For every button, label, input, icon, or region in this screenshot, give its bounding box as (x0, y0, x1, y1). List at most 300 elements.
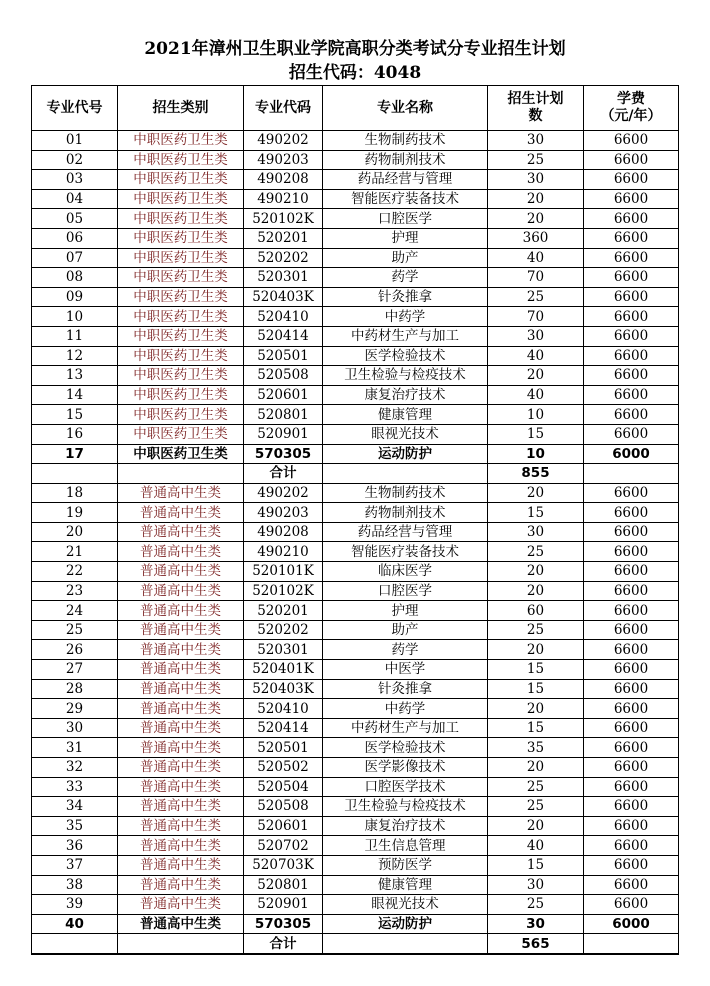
cell-plan-count: 20 (488, 209, 584, 229)
cell-fee: 6600 (584, 326, 679, 346)
table-row (32, 483, 679, 503)
cell-category: 普通高中生类 (118, 601, 244, 621)
cell-major-no: 15 (32, 405, 118, 425)
cell-fee: 6600 (584, 562, 679, 582)
cell-category: 普通高中生类 (118, 522, 244, 542)
cell-category: 中职医药卫生类 (118, 326, 244, 346)
header-major-name: 专业名称 (323, 86, 488, 131)
total-empty-cell (584, 464, 679, 484)
cell-fee: 6600 (584, 718, 679, 738)
cell-major-code: 490208 (244, 170, 323, 190)
cell-major-code: 520501 (244, 738, 323, 758)
cell-major-code: 520414 (244, 326, 323, 346)
cell-category: 普通高中生类 (118, 483, 244, 503)
header-major-code: 专业代码 (244, 86, 323, 131)
cell-major-no: 12 (32, 346, 118, 366)
cell-fee: 6600 (584, 542, 679, 562)
cell-major-no: 27 (32, 660, 118, 680)
table-row (32, 601, 679, 621)
cell-plan-count: 40 (488, 346, 584, 366)
table-row (32, 287, 679, 307)
cell-category: 中职医药卫生类 (118, 424, 244, 444)
total-label: 合计 (244, 934, 323, 954)
cell-category: 中职医药卫生类 (118, 444, 244, 464)
cell-major-name: 生物制药技术 (323, 483, 488, 503)
cell-plan-count: 25 (488, 150, 584, 170)
cell-major-name: 护理 (323, 228, 488, 248)
cell-category: 中职医药卫生类 (118, 366, 244, 386)
cell-major-code: 520202 (244, 620, 323, 640)
cell-major-name: 针灸推拿 (323, 679, 488, 699)
cell-fee: 6600 (584, 875, 679, 895)
cell-major-name: 药品经营与管理 (323, 522, 488, 542)
header-plan-count (488, 86, 584, 131)
cell-fee: 6600 (584, 895, 679, 915)
cell-major-name: 眼视光技术 (323, 424, 488, 444)
table-header-row (32, 86, 679, 131)
cell-major-no: 24 (32, 601, 118, 621)
cell-fee: 6600 (584, 483, 679, 503)
table-row (32, 503, 679, 523)
table-row (32, 385, 679, 405)
cell-major-no: 30 (32, 718, 118, 738)
table-row (32, 522, 679, 542)
total-empty-cell (584, 934, 679, 954)
cell-major-code: 490208 (244, 522, 323, 542)
cell-plan-count: 30 (488, 326, 584, 346)
cell-major-no: 40 (32, 914, 118, 934)
cell-category: 普通高中生类 (118, 679, 244, 699)
cell-fee: 6600 (584, 699, 679, 719)
cell-category: 普通高中生类 (118, 758, 244, 778)
cell-major-name: 卫生检验与检疫技术 (323, 797, 488, 817)
cell-major-no: 23 (32, 581, 118, 601)
cell-major-no: 20 (32, 522, 118, 542)
cell-major-name: 中医学 (323, 660, 488, 680)
table-row (32, 875, 679, 895)
cell-major-code: 520403K (244, 287, 323, 307)
cell-plan-count: 30 (488, 914, 584, 934)
cell-category: 普通高中生类 (118, 816, 244, 836)
cell-major-name: 智能医疗装备技术 (323, 189, 488, 209)
cell-plan-count: 25 (488, 895, 584, 915)
cell-major-name: 助产 (323, 620, 488, 640)
cell-fee: 6600 (584, 189, 679, 209)
cell-plan-count: 40 (488, 836, 584, 856)
total-empty-cell (32, 934, 118, 954)
cell-major-no: 05 (32, 209, 118, 229)
cell-category: 普通高中生类 (118, 581, 244, 601)
cell-fee: 6600 (584, 385, 679, 405)
enrollment-plan-table (31, 85, 679, 955)
cell-fee: 6600 (584, 777, 679, 797)
cell-major-no: 03 (32, 170, 118, 190)
cell-category: 中职医药卫生类 (118, 346, 244, 366)
table-row (32, 816, 679, 836)
table-row (32, 131, 679, 151)
total-empty-cell (118, 934, 244, 954)
cell-major-no: 19 (32, 503, 118, 523)
cell-major-code: 520801 (244, 405, 323, 425)
cell-major-code: 520301 (244, 640, 323, 660)
table-row (32, 660, 679, 680)
cell-fee: 6600 (584, 522, 679, 542)
table-row (32, 405, 679, 425)
cell-plan-count: 40 (488, 248, 584, 268)
cell-fee: 6600 (584, 307, 679, 327)
cell-fee: 6600 (584, 836, 679, 856)
cell-plan-count: 60 (488, 601, 584, 621)
header-category: 招生类别 (118, 86, 244, 131)
cell-major-name: 医学检验技术 (323, 738, 488, 758)
cell-major-no: 26 (32, 640, 118, 660)
cell-fee: 6600 (584, 816, 679, 836)
table-row (32, 366, 679, 386)
cell-major-name: 药学 (323, 268, 488, 288)
cell-fee: 6600 (584, 601, 679, 621)
cell-major-code: 570305 (244, 914, 323, 934)
cell-category: 中职医药卫生类 (118, 405, 244, 425)
cell-major-no: 04 (32, 189, 118, 209)
cell-fee: 6000 (584, 444, 679, 464)
cell-plan-count: 15 (488, 424, 584, 444)
cell-fee: 6600 (584, 758, 679, 778)
cell-plan-count: 20 (488, 189, 584, 209)
cell-fee: 6600 (584, 620, 679, 640)
cell-major-code: 520601 (244, 816, 323, 836)
cell-fee: 6600 (584, 855, 679, 875)
cell-fee: 6600 (584, 287, 679, 307)
cell-major-no: 02 (32, 150, 118, 170)
table-row (32, 718, 679, 738)
cell-major-name: 卫生信息管理 (323, 836, 488, 856)
total-empty-cell (323, 934, 488, 954)
cell-fee: 6600 (584, 131, 679, 151)
table-row (32, 797, 679, 817)
cell-category: 中职医药卫生类 (118, 189, 244, 209)
table-row (32, 836, 679, 856)
cell-fee: 6600 (584, 170, 679, 190)
cell-major-no: 10 (32, 307, 118, 327)
cell-major-no: 36 (32, 836, 118, 856)
cell-fee: 6600 (584, 366, 679, 386)
table-row (32, 424, 679, 444)
cell-plan-count: 25 (488, 620, 584, 640)
cell-major-no: 38 (32, 875, 118, 895)
total-row (32, 934, 679, 954)
cell-major-no: 09 (32, 287, 118, 307)
cell-major-name: 中药材生产与加工 (323, 326, 488, 346)
header-plan-line1: 招生计划 (507, 91, 564, 107)
cell-major-name: 针灸推拿 (323, 287, 488, 307)
table-row (32, 209, 679, 229)
cell-major-code: 520508 (244, 797, 323, 817)
cell-fee: 6600 (584, 150, 679, 170)
cell-major-code: 520301 (244, 268, 323, 288)
cell-major-code: 520901 (244, 424, 323, 444)
cell-category: 普通高中生类 (118, 620, 244, 640)
cell-plan-count: 15 (488, 855, 584, 875)
total-empty-cell (32, 464, 118, 484)
cell-major-name: 助产 (323, 248, 488, 268)
cell-major-no: 11 (32, 326, 118, 346)
cell-plan-count: 15 (488, 679, 584, 699)
cell-major-no: 08 (32, 268, 118, 288)
cell-plan-count: 20 (488, 758, 584, 778)
cell-major-code: 490203 (244, 150, 323, 170)
header-fee-line1: 学费 (617, 91, 645, 107)
header-fee-line2: （元/年） (600, 108, 662, 124)
cell-fee: 6600 (584, 660, 679, 680)
cell-plan-count: 25 (488, 287, 584, 307)
cell-major-name: 药物制剂技术 (323, 503, 488, 523)
table-row (32, 150, 679, 170)
cell-major-no: 21 (32, 542, 118, 562)
cell-fee: 6600 (584, 640, 679, 660)
cell-major-name: 中药学 (323, 307, 488, 327)
cell-category: 中职医药卫生类 (118, 248, 244, 268)
cell-fee: 6000 (584, 914, 679, 934)
cell-fee: 6600 (584, 248, 679, 268)
cell-major-name: 临床医学 (323, 562, 488, 582)
cell-major-code: 520414 (244, 718, 323, 738)
cell-category: 中职医药卫生类 (118, 170, 244, 190)
cell-plan-count: 25 (488, 542, 584, 562)
cell-category: 中职医药卫生类 (118, 228, 244, 248)
cell-fee: 6600 (584, 581, 679, 601)
cell-major-code: 520801 (244, 875, 323, 895)
cell-major-no: 22 (32, 562, 118, 582)
cell-plan-count: 30 (488, 170, 584, 190)
table-row (32, 895, 679, 915)
cell-major-name: 口腔医学 (323, 581, 488, 601)
cell-category: 普通高中生类 (118, 660, 244, 680)
cell-fee: 6600 (584, 268, 679, 288)
cell-plan-count: 15 (488, 660, 584, 680)
cell-category: 普通高中生类 (118, 542, 244, 562)
cell-fee: 6600 (584, 679, 679, 699)
cell-major-no: 16 (32, 424, 118, 444)
cell-major-no: 33 (32, 777, 118, 797)
table-row (32, 620, 679, 640)
cell-major-code: 520504 (244, 777, 323, 797)
cell-category: 中职医药卫生类 (118, 268, 244, 288)
cell-major-no: 35 (32, 816, 118, 836)
cell-major-no: 13 (32, 366, 118, 386)
table-row (32, 307, 679, 327)
cell-category: 普通高中生类 (118, 895, 244, 915)
cell-plan-count: 10 (488, 444, 584, 464)
cell-major-name: 药学 (323, 640, 488, 660)
cell-category: 普通高中生类 (118, 777, 244, 797)
cell-fee: 6600 (584, 424, 679, 444)
table-row (32, 562, 679, 582)
cell-category: 中职医药卫生类 (118, 385, 244, 405)
cell-major-no: 18 (32, 483, 118, 503)
cell-plan-count: 35 (488, 738, 584, 758)
cell-category: 普通高中生类 (118, 640, 244, 660)
cell-major-no: 01 (32, 131, 118, 151)
header-fee (584, 86, 679, 131)
total-value: 565 (488, 934, 584, 954)
cell-major-code: 520401K (244, 660, 323, 680)
cell-category: 普通高中生类 (118, 855, 244, 875)
table-row (32, 326, 679, 346)
cell-major-no: 17 (32, 444, 118, 464)
cell-major-code: 520508 (244, 366, 323, 386)
cell-major-name: 医学影像技术 (323, 758, 488, 778)
cell-plan-count: 25 (488, 777, 584, 797)
cell-major-name: 生物制药技术 (323, 131, 488, 151)
cell-major-code: 520703K (244, 855, 323, 875)
cell-fee: 6600 (584, 405, 679, 425)
cell-major-code: 520102K (244, 209, 323, 229)
table-row (32, 189, 679, 209)
cell-category: 普通高中生类 (118, 875, 244, 895)
cell-major-name: 药品经营与管理 (323, 170, 488, 190)
cell-major-name: 医学检验技术 (323, 346, 488, 366)
cell-major-code: 520501 (244, 346, 323, 366)
cell-major-no: 06 (32, 228, 118, 248)
cell-major-name: 中药学 (323, 699, 488, 719)
table-row (32, 170, 679, 190)
cell-fee: 6600 (584, 738, 679, 758)
cell-major-name: 康复治疗技术 (323, 816, 488, 836)
cell-major-code: 490203 (244, 503, 323, 523)
cell-plan-count: 40 (488, 385, 584, 405)
cell-plan-count: 10 (488, 405, 584, 425)
cell-major-code: 490202 (244, 131, 323, 151)
cell-category: 普通高中生类 (118, 562, 244, 582)
cell-category: 普通高中生类 (118, 797, 244, 817)
cell-category: 中职医药卫生类 (118, 131, 244, 151)
cell-fee: 6600 (584, 228, 679, 248)
table-row (32, 268, 679, 288)
cell-plan-count: 360 (488, 228, 584, 248)
cell-plan-count: 70 (488, 307, 584, 327)
table-row (32, 228, 679, 248)
cell-category: 普通高中生类 (118, 503, 244, 523)
table-row (32, 640, 679, 660)
cell-major-code: 520102K (244, 581, 323, 601)
cell-category: 普通高中生类 (118, 836, 244, 856)
cell-major-no: 32 (32, 758, 118, 778)
cell-major-no: 25 (32, 620, 118, 640)
cell-category: 中职医药卫生类 (118, 287, 244, 307)
cell-plan-count: 15 (488, 503, 584, 523)
enrollment-code: 招生代码：4048 (288, 63, 422, 83)
cell-plan-count: 70 (488, 268, 584, 288)
cell-fee: 6600 (584, 346, 679, 366)
cell-major-code: 490210 (244, 542, 323, 562)
table-row (32, 699, 679, 719)
cell-plan-count: 20 (488, 640, 584, 660)
total-empty-cell (323, 464, 488, 484)
cell-major-name: 眼视光技术 (323, 895, 488, 915)
cell-major-code: 520601 (244, 385, 323, 405)
cell-category: 中职医药卫生类 (118, 307, 244, 327)
page-title: 2021年漳州卫生职业学院高职分类考试分专业招生计划 (144, 39, 566, 59)
cell-major-no: 37 (32, 855, 118, 875)
cell-major-no: 31 (32, 738, 118, 758)
cell-plan-count: 20 (488, 366, 584, 386)
cell-fee: 6600 (584, 797, 679, 817)
cell-major-code: 520410 (244, 307, 323, 327)
cell-major-name: 健康管理 (323, 875, 488, 895)
cell-major-code: 490202 (244, 483, 323, 503)
cell-plan-count: 20 (488, 816, 584, 836)
cell-major-code: 490210 (244, 189, 323, 209)
table-row (32, 542, 679, 562)
cell-major-name: 预防医学 (323, 855, 488, 875)
cell-category: 普通高中生类 (118, 718, 244, 738)
cell-major-code: 520101K (244, 562, 323, 582)
table-row (32, 777, 679, 797)
cell-major-name: 口腔医学技术 (323, 777, 488, 797)
cell-major-code: 520901 (244, 895, 323, 915)
cell-plan-count: 30 (488, 875, 584, 895)
cell-major-no: 07 (32, 248, 118, 268)
cell-major-code: 520201 (244, 601, 323, 621)
table-row (32, 914, 679, 934)
cell-major-name: 口腔医学 (323, 209, 488, 229)
cell-plan-count: 15 (488, 718, 584, 738)
cell-major-no: 39 (32, 895, 118, 915)
cell-major-name: 卫生检验与检疫技术 (323, 366, 488, 386)
cell-major-name: 健康管理 (323, 405, 488, 425)
cell-plan-count: 20 (488, 699, 584, 719)
total-label: 合计 (244, 464, 323, 484)
cell-major-code: 520410 (244, 699, 323, 719)
cell-major-name: 护理 (323, 601, 488, 621)
cell-major-name: 智能医疗装备技术 (323, 542, 488, 562)
cell-plan-count: 20 (488, 562, 584, 582)
cell-major-no: 29 (32, 699, 118, 719)
header-major-no: 专业代号 (32, 86, 118, 131)
cell-major-name: 康复治疗技术 (323, 385, 488, 405)
cell-fee: 6600 (584, 503, 679, 523)
cell-major-name: 药物制剂技术 (323, 150, 488, 170)
cell-plan-count: 30 (488, 522, 584, 542)
header-plan-line2: 数 (528, 108, 543, 124)
cell-major-code: 570305 (244, 444, 323, 464)
cell-plan-count: 30 (488, 131, 584, 151)
table-row (32, 248, 679, 268)
table-row (32, 679, 679, 699)
cell-major-code: 520201 (244, 228, 323, 248)
cell-major-name: 中药材生产与加工 (323, 718, 488, 738)
cell-major-no: 34 (32, 797, 118, 817)
cell-major-code: 520403K (244, 679, 323, 699)
cell-category: 中职医药卫生类 (118, 209, 244, 229)
cell-major-name: 运动防护 (323, 444, 488, 464)
table-row (32, 581, 679, 601)
cell-category: 中职医药卫生类 (118, 150, 244, 170)
total-row (32, 464, 679, 484)
table-row (32, 346, 679, 366)
total-value: 855 (488, 464, 584, 484)
cell-major-code: 520702 (244, 836, 323, 856)
cell-plan-count: 25 (488, 797, 584, 817)
cell-major-no: 28 (32, 679, 118, 699)
cell-major-code: 520202 (244, 248, 323, 268)
total-empty-cell (118, 464, 244, 484)
cell-fee: 6600 (584, 209, 679, 229)
table-row (32, 758, 679, 778)
cell-major-name: 运动防护 (323, 914, 488, 934)
cell-category: 普通高中生类 (118, 738, 244, 758)
cell-major-no: 14 (32, 385, 118, 405)
